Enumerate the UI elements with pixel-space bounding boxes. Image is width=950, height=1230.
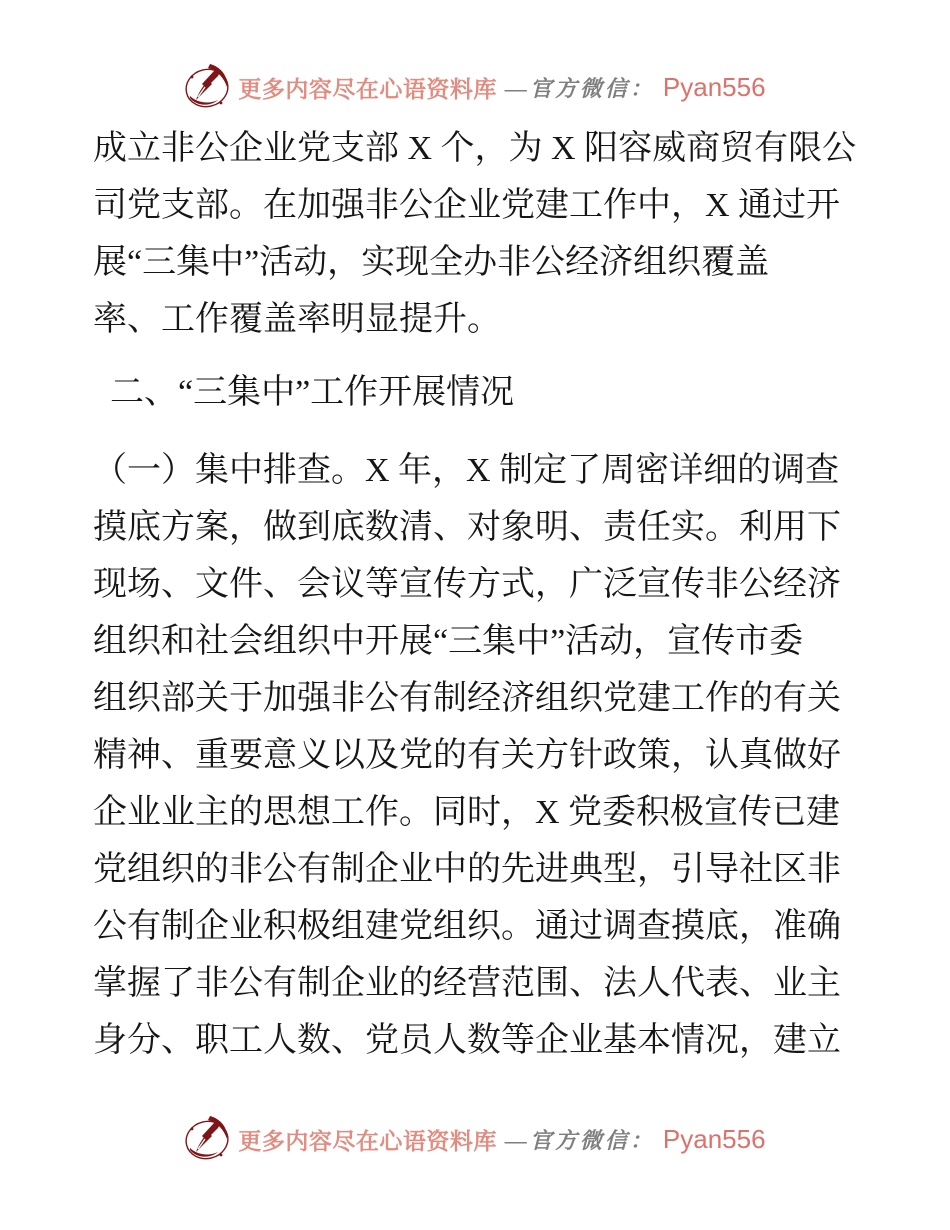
text-line: 现场、文件、会议等宣传方式，广泛宣传非公经济 [93, 566, 841, 603]
pen-nib-seal-icon [184, 62, 230, 112]
text-line: 率、工作覆盖率明显提升。 [93, 301, 501, 338]
text-line: 组织和社会组织中开展“三集中”活动，宣传市委 [93, 623, 804, 660]
watermark-wechat-id: Pyan556 [662, 71, 766, 102]
footer-watermark [0, 1112, 950, 1166]
text-line: 司党支部。在加强非公企业党建工作中，X 通过开 [93, 187, 841, 224]
watermark-brand-text: 更多内容尽在心语资料库 [238, 1128, 497, 1154]
watermark-channel-label: —官方微信： [504, 1127, 655, 1153]
text-line: 企业业主的思想工作。同时，X 党委积极宣传已建 [93, 794, 841, 831]
document-body [93, 120, 863, 1069]
pen-nib-seal-icon [184, 1114, 230, 1164]
text-line: 公有制企业积极组建党组织。通过调查摸底，准确 [93, 908, 841, 945]
watermark-wechat-id: Pyan556 [662, 1123, 766, 1154]
text-line: 组织部关于加强非公有制经济组织党建工作的有关 [93, 680, 841, 717]
text-line: 摸底方案，做到底数清、对象明、责任实。利用下 [93, 509, 841, 546]
text-line: 精神、重要意义以及党的有关方针政策，认真做好 [93, 737, 841, 774]
paragraph-1 [93, 120, 863, 348]
watermark-channel-label: —官方微信： [504, 75, 655, 101]
text-line: 党组织的非公有制企业中的先进典型，引导社区非 [93, 851, 841, 888]
text-line: （一）集中排查。X 年，X 制定了周密详细的调查 [93, 452, 840, 489]
paragraph-2 [93, 442, 863, 1069]
text-line: 成立非公企业党支部 X 个，为 X 阳容威商贸有限公 [93, 130, 857, 167]
watermark-brand-text: 更多内容尽在心语资料库 [238, 76, 497, 102]
section-heading: 二、“三集中”工作开展情况 [110, 374, 515, 411]
header-watermark [0, 60, 950, 114]
text-line: 身分、职工人数、党员人数等企业基本情况，建立 [93, 1022, 841, 1059]
text-line: 掌握了非公有制企业的经营范围、法人代表、业主 [93, 965, 841, 1002]
text-line: 展“三集中”活动，实现全办非公经济组织覆盖 [93, 244, 770, 281]
